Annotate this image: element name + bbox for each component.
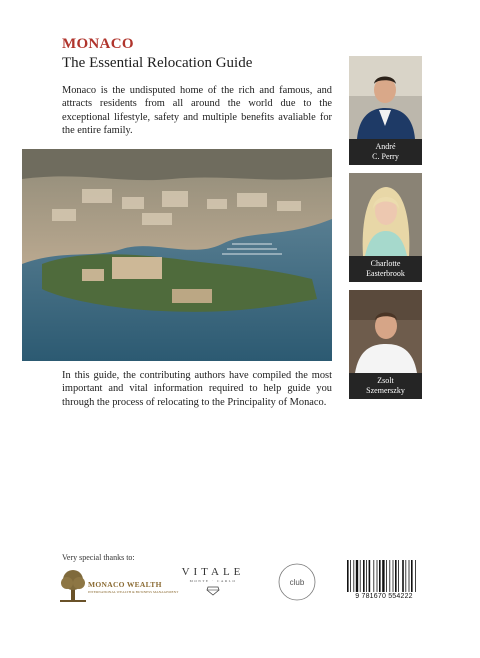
author-name-line1: Charlotte xyxy=(370,259,401,268)
monaco-wealth-name: MONACO WEALTH xyxy=(88,580,162,589)
author-name-line2: Easterbrook xyxy=(366,269,405,278)
author-caption-1 xyxy=(349,139,422,165)
vitale-logo xyxy=(178,566,248,602)
intro-paragraph: Monaco is the undisputed home of the rich and famous, and attracts residents from all around the world due to the exceptional lifestyle, safety and multiple benefits avaliable for the entire family. xyxy=(62,85,332,137)
author-caption-3 xyxy=(349,373,422,399)
author-name-line1: Zsolt xyxy=(377,376,394,385)
author-card-3 xyxy=(349,290,422,399)
vitale-tagline: MONTE · CARLO xyxy=(189,579,237,583)
author-caption-2 xyxy=(349,256,422,282)
isbn-barcode xyxy=(343,560,425,604)
monaco-aerial-photo xyxy=(22,149,332,361)
author-photo-3 xyxy=(349,290,422,373)
isbn-number: 9 781670 554222 xyxy=(355,593,413,600)
diamond-icon xyxy=(206,586,220,596)
outro-paragraph: In this guide, the contributing authors have compiled the most important and vital information required to help guide you through the process of relocating to the Principality of Monaco. xyxy=(62,370,332,408)
club-name: club xyxy=(289,578,305,587)
book-title: MONACO xyxy=(62,36,134,52)
monaco-wealth-logo xyxy=(58,566,179,610)
tree-icon xyxy=(58,566,88,606)
barcode-bars xyxy=(343,560,425,592)
author-photo-2 xyxy=(349,173,422,256)
author-name-line1: André xyxy=(375,142,396,151)
book-subtitle: The Essential Relocation Guide xyxy=(62,55,253,71)
author-name-line2: Szemerszky xyxy=(366,386,405,395)
monaco-wealth-tagline: INTERNATIONAL WEALTH & BUSINESS MANAGEMENT xyxy=(88,590,179,594)
thanks-label: Very special thanks to: xyxy=(62,553,135,562)
vitale-name: VITALE xyxy=(181,566,245,578)
author-card-1 xyxy=(349,56,422,165)
club-logo xyxy=(276,561,318,609)
author-card-2 xyxy=(349,173,422,282)
author-name-line2: C. Perry xyxy=(372,152,399,161)
author-photo-1 xyxy=(349,56,422,139)
